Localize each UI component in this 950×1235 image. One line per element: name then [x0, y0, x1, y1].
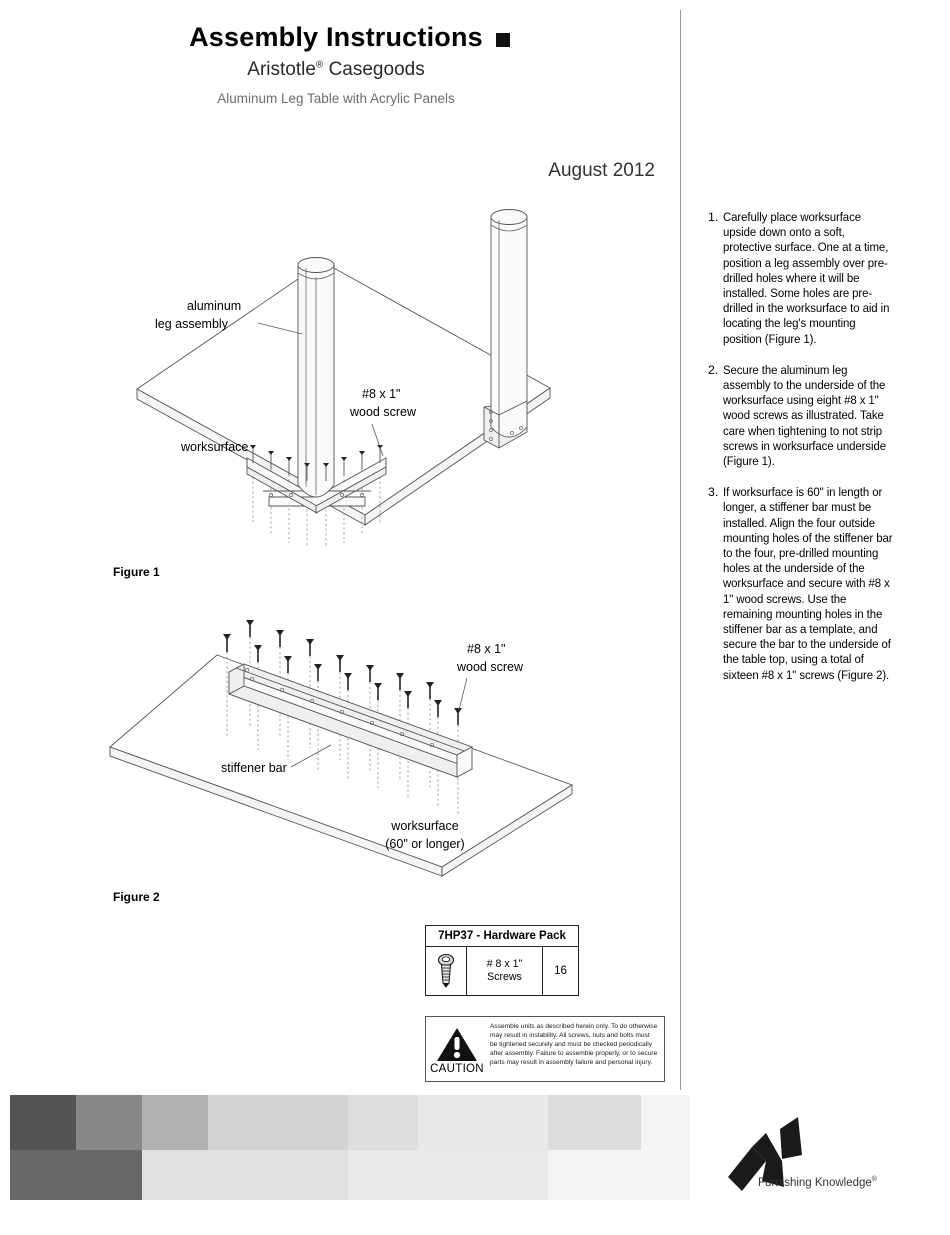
step-text: Secure the aluminum leg assembly to the underside of the worksurface using eight #8 x 1" wood screws as illustrated. Take care when tightening to not strip screws in worksurface underside (Figure 1).	[723, 362, 887, 469]
instruction-steps	[708, 210, 908, 699]
swatch	[208, 1095, 348, 1150]
swatch	[142, 1095, 208, 1150]
step-text: If worksurface is 60" in length or longer, a stiffener bar must be installed. Align the four outside mounting holes of the stiffener bar to the four, pre-drilled mounting holes at the underside of the worksurface and secure with #8 x 1" wood screws. Use the remaining mounting holes in the stiffener bar as a template, and secure the bar to the underside of the table top, using a total of sixteen #8 x 1" screws (Figure 2).	[723, 485, 893, 682]
screw-icon	[436, 953, 456, 989]
swatch	[348, 1095, 418, 1150]
swatch	[76, 1095, 142, 1150]
figure2-screw-label-line2: wood screw	[457, 660, 523, 674]
swatch	[548, 1150, 690, 1200]
instruction-step	[708, 363, 908, 469]
aluminum-leg-rear	[484, 210, 527, 449]
document-date: August 2012	[548, 160, 655, 181]
instruction-step	[708, 210, 908, 347]
figure1-leg-label-line1: aluminum	[187, 299, 242, 313]
hardware-description-cell	[467, 947, 543, 995]
logo-tagline	[758, 1176, 877, 1189]
logo-registered-mark-icon: ®	[871, 1176, 877, 1183]
product-description: Aluminum Leg Table with Acrylic Panels	[217, 91, 455, 106]
product-name-suffix: Casegoods	[323, 59, 425, 80]
figure-1-caption: Figure 1	[113, 565, 160, 579]
figure2-worksurface-label-line2: (60" or longer)	[385, 837, 465, 851]
product-name-text: Aristotle	[247, 59, 316, 80]
swatch	[418, 1095, 548, 1150]
hardware-pack-table	[425, 925, 579, 996]
figure2-screw-label-line1: #8 x 1"	[467, 642, 506, 656]
figure-2-illustration	[95, 620, 595, 900]
figure2-screw-leader-line	[459, 678, 467, 710]
step-number: 2.	[708, 362, 719, 377]
figure-1-illustration	[95, 195, 595, 575]
swatch	[348, 1150, 548, 1200]
warning-triangle-icon	[435, 1026, 479, 1062]
ki-logo	[722, 1115, 897, 1205]
black-square-icon	[496, 33, 510, 47]
caution-box	[425, 1016, 665, 1082]
figure1-leg-label-line2: leg assembly	[155, 317, 228, 331]
swatch	[10, 1095, 76, 1150]
aluminum-leg-front	[298, 258, 334, 498]
page-title-text: Assembly Instructions	[189, 22, 483, 52]
hardware-item-line1: # 8 x 1"	[486, 958, 523, 971]
product-name	[0, 59, 672, 81]
instruction-step	[708, 485, 908, 683]
page-title	[189, 22, 483, 53]
registered-mark-icon: ®	[315, 59, 324, 71]
hardware-item-line2: Screws	[487, 971, 522, 983]
hardware-pack-row	[426, 947, 578, 995]
figure1-worksurface-label: worksurface	[181, 440, 249, 454]
hardware-pack-title: 7HP37 - Hardware Pack	[426, 926, 578, 947]
swatch	[548, 1095, 641, 1150]
step-number: 3.	[708, 485, 719, 500]
swatch	[10, 1150, 142, 1200]
color-swatch-band	[0, 1095, 690, 1200]
swatch	[142, 1150, 348, 1200]
hardware-quantity-cell: 16	[554, 965, 567, 977]
figure1-screw-label-line1: #8 x 1"	[362, 387, 401, 401]
step-number: 1.	[708, 210, 719, 224]
hardware-icon-cell	[426, 947, 467, 995]
figure1-screw-label-line2: wood screw	[350, 405, 416, 419]
swatch	[641, 1095, 690, 1150]
figure-2-caption: Figure 2	[113, 890, 160, 904]
caution-word: CAUTION	[430, 1062, 484, 1075]
figure2-stiffener-label: stiffener bar	[221, 761, 287, 775]
logo-tagline-text: Furnishing Knowledge	[758, 1176, 872, 1189]
caution-icon-area	[426, 1017, 488, 1081]
document-header	[0, 22, 672, 106]
figure2-worksurface-label-line1: worksurface	[391, 819, 459, 833]
caution-text: Assemble units as described herein only. To do otherwise may result in instability. All screws, nuts and bolts must be tightened securely and must be checked periodically after assembly. Failure to assemble properly, or to secure parts may result in assembly failure and personal injury.	[490, 1023, 658, 1067]
column-divider	[680, 10, 681, 1090]
step-text: Carefully place worksurface upside down onto a soft, protective surface. One at a time, position a leg assembly over pre-drilled holes where it will be installed. Some holes are pre-drilled in the worksurface to aid in locating the leg's mounting position (Figure 1).	[723, 210, 890, 346]
worksurface-panel-long	[110, 655, 572, 876]
